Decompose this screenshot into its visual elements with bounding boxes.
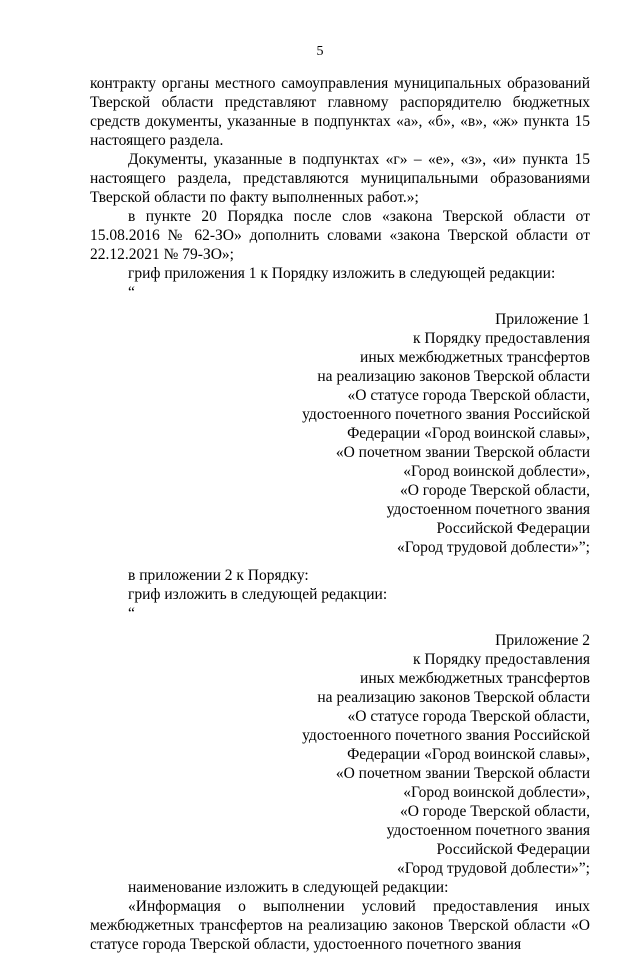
paragraph-name-intro: наименование изложить в следующей редакции: — [128, 879, 449, 896]
grif2-line: «Город трудовой доблести»”; — [397, 860, 590, 877]
grif1-line: Российской Федерации — [436, 520, 590, 537]
grif2-line: удостоенном почетного звания — [386, 822, 590, 839]
grif1-line: «О городе Тверской области, — [399, 482, 590, 499]
opening-quote-mark: “ — [128, 284, 135, 301]
grif2-line: Федерации «Город воинской славы», — [347, 746, 590, 763]
grif1-line: «Город трудовой доблести»”; — [397, 539, 590, 556]
grif1-line: к Порядку предоставления — [413, 330, 590, 347]
grif2-line: иных межбюджетных трансфертов — [360, 670, 590, 687]
opening-quote-mark: “ — [128, 605, 135, 622]
grif1-line: удостоенного почетного звания Российской — [302, 406, 590, 423]
page-number: 5 — [316, 44, 324, 59]
grif1-line: Федерации «Город воинской славы», — [347, 425, 590, 442]
grif-appendix-2 — [90, 631, 590, 878]
paragraph-grif-appendix-1: гриф приложения 1 к Порядку изложить в следующей редакции: — [128, 265, 556, 282]
grif1-line: иных межбюджетных трансфертов — [360, 349, 590, 366]
grif2-line: Приложение 2 — [495, 632, 590, 649]
grif1-line: «О почетном звании Тверской области — [335, 444, 590, 461]
grif2-line: к Порядку предоставления — [413, 651, 590, 668]
grif2-line: «Город воинской доблести», — [403, 784, 590, 801]
grif2-line: «О почетном звании Тверской области — [335, 765, 590, 782]
grif2-line: «О статусе города Тверской области, — [347, 708, 590, 725]
paragraph-grif-appendix-2: гриф изложить в следующей редакции: — [128, 586, 388, 603]
grif1-line: Приложение 1 — [495, 311, 590, 328]
document-body — [90, 74, 590, 954]
grif2-line: «О городе Тверской области, — [399, 803, 590, 820]
paragraph-information-title: «Информация о выполнении условий предоставления иных межбюджетных трансфертов на реализацию законов Тверской области «О статусе города Тверской области, удостоенного почетного звания — [90, 898, 590, 953]
grif1-line: «Город воинской доблести», — [403, 463, 590, 480]
grif2-line: на реализацию законов Тверской области — [317, 689, 590, 706]
paragraph-appendix-2-intro: в приложении 2 к Порядку: — [128, 567, 309, 584]
grif1-line: «О статусе города Тверской области, — [347, 387, 590, 404]
grif-appendix-1 — [90, 310, 590, 557]
paragraph-documents-subpoints: Документы, указанные в подпунктах «г» – «е», «з», «и» пункта 15 настоящего раздела, представляются муниципальными образованиями Тверской области по факту выполненных работ.»; — [90, 151, 590, 206]
grif1-line: удостоенном почетного звания — [386, 501, 590, 518]
grif1-line: на реализацию законов Тверской области — [317, 368, 590, 385]
grif2-line: Российской Федерации — [436, 841, 590, 858]
paragraph-point-20: в пункте 20 Порядка после слов «закона Тверской области от 15.08.2016 № 62-ЗО» дополнить словами «закона Тверской области от 22.12.2021 № 79-ЗО»; — [90, 208, 590, 263]
paragraph-contract-documents: контракту органы местного самоуправления муниципальных образований Тверской области представляют главному распорядителю бюджетных средств документы, указанные в подпунктах «а», «б», «в», «ж» пункта 15 настоящего раздела. — [90, 75, 590, 149]
grif2-line: удостоенного почетного звания Российской — [302, 727, 590, 744]
